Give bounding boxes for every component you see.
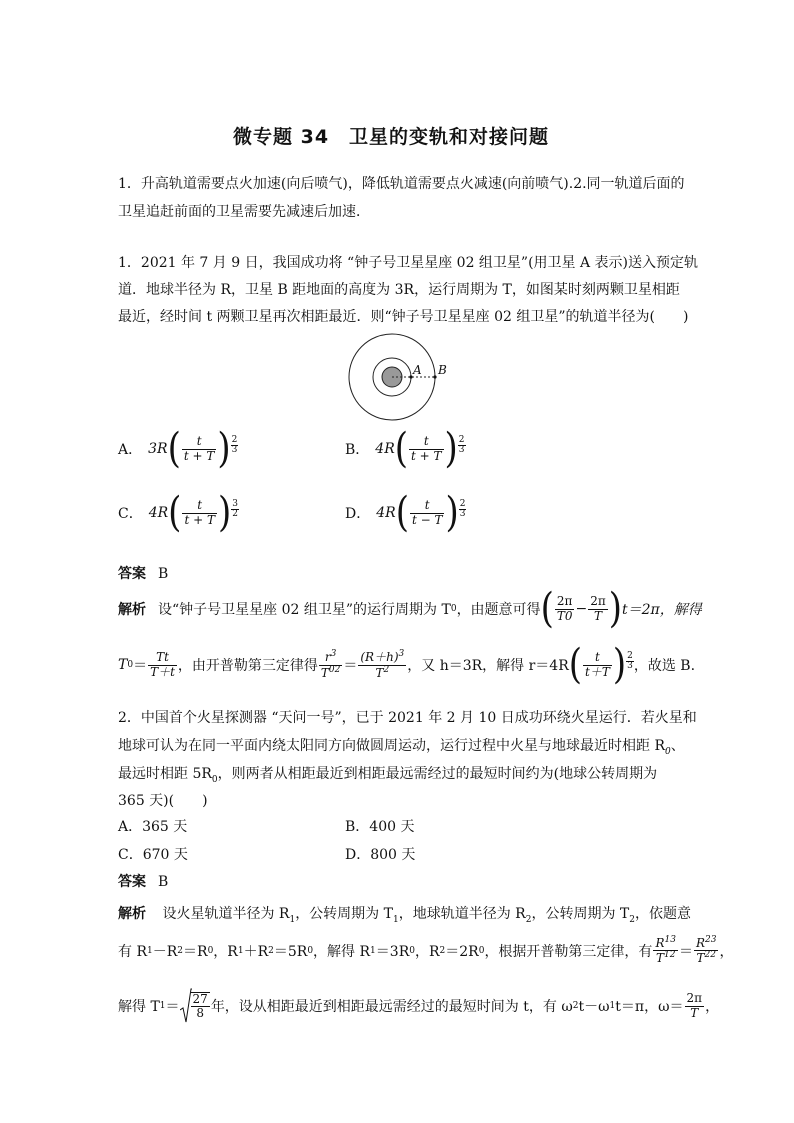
q2-line-2: 地球可认为在同一平面内绕太阳同方向做圆周运动，运行过程中火星与地球最近时相距 $R_0$、	[118, 738, 685, 757]
satellite-b-dot	[433, 375, 436, 378]
q2-analysis-line-1: 解析 设火星轨道半径为 $R_1$，公转周期为 $T_1$，地球轨道半径为 $R_2$，公转周期为 $T_2$，依题意	[118, 906, 691, 925]
q2-option-d: D．800 天	[345, 847, 416, 863]
page-title: 微专题 34 卫星的变轨和对接问题	[233, 126, 550, 148]
q2-option-b: B．400 天	[345, 819, 415, 835]
q1-line-1: 1．2021 年 7 月 9 日，我国成功将 “钟子号卫星星座 02 组卫星”(用卫星 A 表示)送入预定轨	[118, 255, 699, 271]
q2-analysis-line-3: 解得 T 1 ＝ $\frac{27}{8}$ 年，设从相距最近到相距最远需经过的最短时间为 t，有 ω 2 t－ω 1 t＝π，ω＝ $\frac{2\pi}{T}$ ，	[118, 988, 719, 1024]
q1-analysis-line-2: T 0 ＝ $\frac{Tt}{T+t}$ ，由开普勒第三定律得 $\frac{r^3}{T^{02}}$ ＝ $\frac{(R+h)^3}{T^2}$ ，又 h＝3R，解得 r＝4R ( $\frac{t}{t+T}$ ) 2 3 ，故选 B.	[118, 641, 696, 689]
q2-option-c: C．670 天	[118, 847, 188, 863]
q1-line-2: 道．地球半径为 R，卫星 B 距地面的高度为 3R，运行周期为 T，如图某时刻两颗卫星相距	[118, 282, 680, 298]
satellite-a-label: A	[413, 363, 422, 377]
sqrt-expression: $\frac{27}{8}$	[180, 988, 211, 1024]
q2-line-3: 最远时相距 $5R_0$，则两者从相距最近到相距最远需经过的最短时间约为(地球公转周期为	[118, 766, 658, 785]
q2-line-4: 365 天)( )	[118, 793, 208, 809]
q1-option-c: C． 4R ( $\frac{t}{t + T}$ ) 3 2	[118, 489, 238, 537]
q1-line-3: 最近，经时间 t 两颗卫星再次相距最近．则“钟子号卫星星座 02 组卫星”的轨道半径为( )	[118, 309, 689, 325]
q1-option-d: D． 4R ( $\frac{t}{t - T}$ ) 2 3	[345, 489, 466, 537]
q2-answer: 答案 B	[118, 874, 169, 890]
satellite-b-label: B	[438, 363, 447, 377]
q1-answer: 答案 B	[118, 566, 169, 582]
q1-analysis-line-1: 解析 设“钟子号卫星星座 02 组卫星”的运行周期为 T 0 ，由题意可得 ( $\frac{2\pi}{T0}$ − $\frac{2\pi}{T}$ ) t＝2π，解得	[118, 585, 702, 633]
orbit-diagram	[340, 330, 450, 430]
q2-analysis-line-2: 有 R 1 －R 2 ＝R 0 ，R 1 ＋R 2 ＝5R 0 ，解得 R 1 ＝3R 0 ，R 2 ＝2R 0 ，根据开普勒第三定律，有 $\frac{R^{13}}{T^{12}}$ ＝ $\frac{R^{23}}{T^{22}}$ ，	[118, 935, 734, 966]
q1-option-a: A． 3R ( $\frac{t}{t + T}$ ) 2 3	[118, 425, 238, 473]
q2-option-a: A．365 天	[118, 819, 188, 835]
intro-line-1: 1．升高轨道需要点火加速(向后喷气)，降低轨道需要点火减速(向前喷气).2.同一轨道后面的	[118, 176, 685, 192]
intro-line-2: 卫星追赶前面的卫星需要先减速后加速．	[118, 204, 370, 220]
q2-line-1: 2．中国首个火星探测器 “天问一号”，已于 2021 年 2 月 10 日成功环绕火星运行．若火星和	[118, 710, 697, 726]
q1-option-b: B． 4R ( $\frac{t}{t + T}$ ) 2 3	[345, 425, 465, 473]
